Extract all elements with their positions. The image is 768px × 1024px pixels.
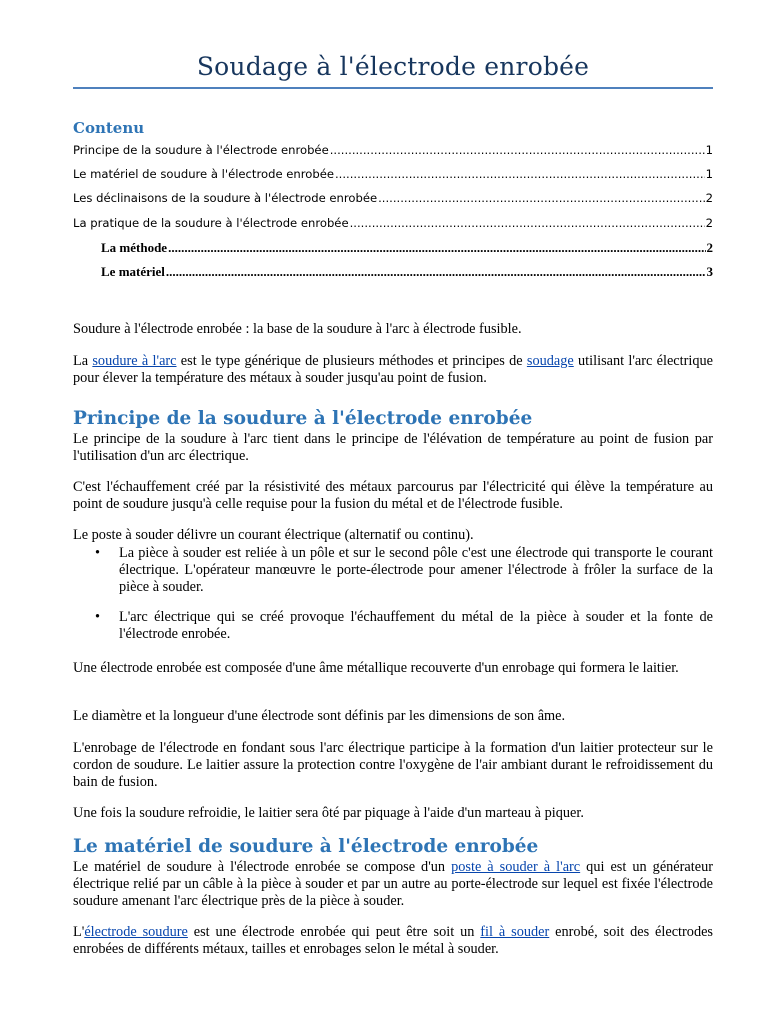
bullet-text: L'arc électrique qui se créé provoque l'échauffement du métal de la pièce à souder et la fonte de l'électrode enrobée. (119, 609, 713, 642)
toc-leader (168, 240, 705, 256)
bullet-icon: • (95, 609, 101, 625)
text-run: La (73, 353, 93, 369)
toc-entry-le-materiel[interactable] (101, 264, 713, 280)
toc-page-number: 1 (705, 167, 713, 181)
toc-page-number: 3 (706, 264, 713, 279)
toc-entry-methode[interactable] (101, 240, 713, 256)
principe-paragraph-6: L'enrobage de l'électrode en fondant sous l'arc électrique participe à la formation d'un laitier protecteur sur le cordon de soudure. Le laitier assure la protection contre l'oxygène de l'air ambiant durant le refroidissement du bain de fusion. (73, 740, 713, 790)
principe-paragraph-3: Le poste à souder délivre un courant électrique (alternatif ou continu). (73, 527, 474, 543)
link-electrode-soudure[interactable]: électrode soudure (84, 924, 188, 940)
toc-heading: Contenu (73, 119, 145, 137)
toc-entry-label: La méthode (101, 240, 168, 255)
section-heading-principe: Principe de la soudure à l'électrode enrobée (73, 408, 533, 429)
text-run: est une électrode enrobée qui peut être soit un (187, 924, 481, 940)
toc-page-number: 1 (705, 143, 713, 157)
toc-entry-materiel[interactable] (73, 167, 713, 181)
toc-entry-label: Principe de la soudure à l'électrode enrobée (73, 143, 329, 157)
text-run: L' (73, 924, 85, 940)
text-run: enrobé, soit des électrodes enrobées de différents métaux, tailles et enrobages selon le métal à souder. (73, 924, 713, 957)
toc-entry-label: Les déclinaisons de la soudure à l'électrode enrobée (73, 191, 378, 205)
text-run: Le matériel de soudure à l'électrode enrobée se compose d'un (73, 859, 452, 875)
link-poste-a-souder[interactable]: poste à souder à l'arc (451, 859, 581, 875)
toc-leader (166, 264, 706, 280)
toc-entry-declinaisons[interactable] (73, 191, 713, 205)
toc-entry-label: Le matériel (101, 264, 165, 279)
toc-entry-label: La pratique de la soudure à l'électrode enrobée (73, 216, 349, 230)
title-underline (73, 87, 713, 89)
link-fil-a-souder[interactable]: fil à souder (480, 924, 550, 940)
link-soudage[interactable]: soudage (526, 353, 574, 369)
text-run: qui est un générateur électrique relié par un câble à la pièce à souder et par un autre au porte-électrode sur lequel est fixée l'électrode soudure amenant l'arc électrique près de la pièce à souder. (73, 859, 713, 909)
principe-paragraph-7: Une fois la soudure refroidie, le laitier sera ôté par piquage à l'aide d'un marteau à piquer. (73, 805, 584, 821)
toc-entry-label: Le matériel de soudure à l'électrode enrobée (73, 167, 334, 181)
toc-leader (330, 143, 705, 157)
text-run: est le type générique de plusieurs méthodes et principes de (176, 353, 527, 369)
toc-entry-principe[interactable] (73, 143, 713, 157)
document-title: Soudage à l'électrode enrobée (196, 52, 590, 81)
intro-paragraph-2 (73, 353, 713, 387)
principe-paragraph-5: Le diamètre et la longueur d'une électrode sont définis par les dimensions de son âme. (73, 708, 566, 724)
toc-page-number: 2 (706, 240, 713, 255)
bullet-icon: • (95, 545, 101, 561)
intro-paragraph-1: Soudure à l'électrode enrobée : la base de la soudure à l'arc à électrode fusible. (73, 321, 522, 337)
toc-leader (378, 191, 705, 205)
bullet-text: La pièce à souder est reliée à un pôle et sur le second pôle c'est une électrode qui transporte le courant électrique. L'opérateur manœuvre le porte-électrode pour amener l'électrode à frôler la surface de la pièce à souder. (119, 545, 713, 595)
toc-page-number: 2 (705, 191, 713, 205)
link-soudure-arc[interactable]: soudure à l'arc (92, 353, 177, 369)
principe-paragraph-4: Une électrode enrobée est composée d'une âme métallique recouverte d'un enrobage qui formera le laitier. (73, 660, 679, 676)
section-heading-materiel: Le matériel de soudure à l'électrode enrobée (73, 836, 539, 857)
principe-paragraph-2: C'est l'échauffement créé par la résistivité des métaux parcourus par l'électricité qui élève la température au point de soudure jusqu'à celle requise pour la fusion du métal et de l'électrode fusible. (73, 479, 713, 512)
toc-page-number: 2 (705, 216, 713, 230)
materiel-paragraph-1 (73, 859, 713, 910)
principe-paragraph-1: Le principe de la soudure à l'arc tient dans le principe de l'élévation de température au point de fusion par l'utilisation d'un arc électrique. (73, 431, 713, 464)
toc-entry-pratique[interactable] (73, 216, 713, 230)
text-run: utilisant l'arc électrique pour élever la température des métaux à souder jusqu'au point de fusion. (73, 353, 714, 386)
materiel-paragraph-2 (73, 924, 713, 958)
toc-leader (335, 167, 705, 181)
toc-leader (350, 216, 705, 230)
